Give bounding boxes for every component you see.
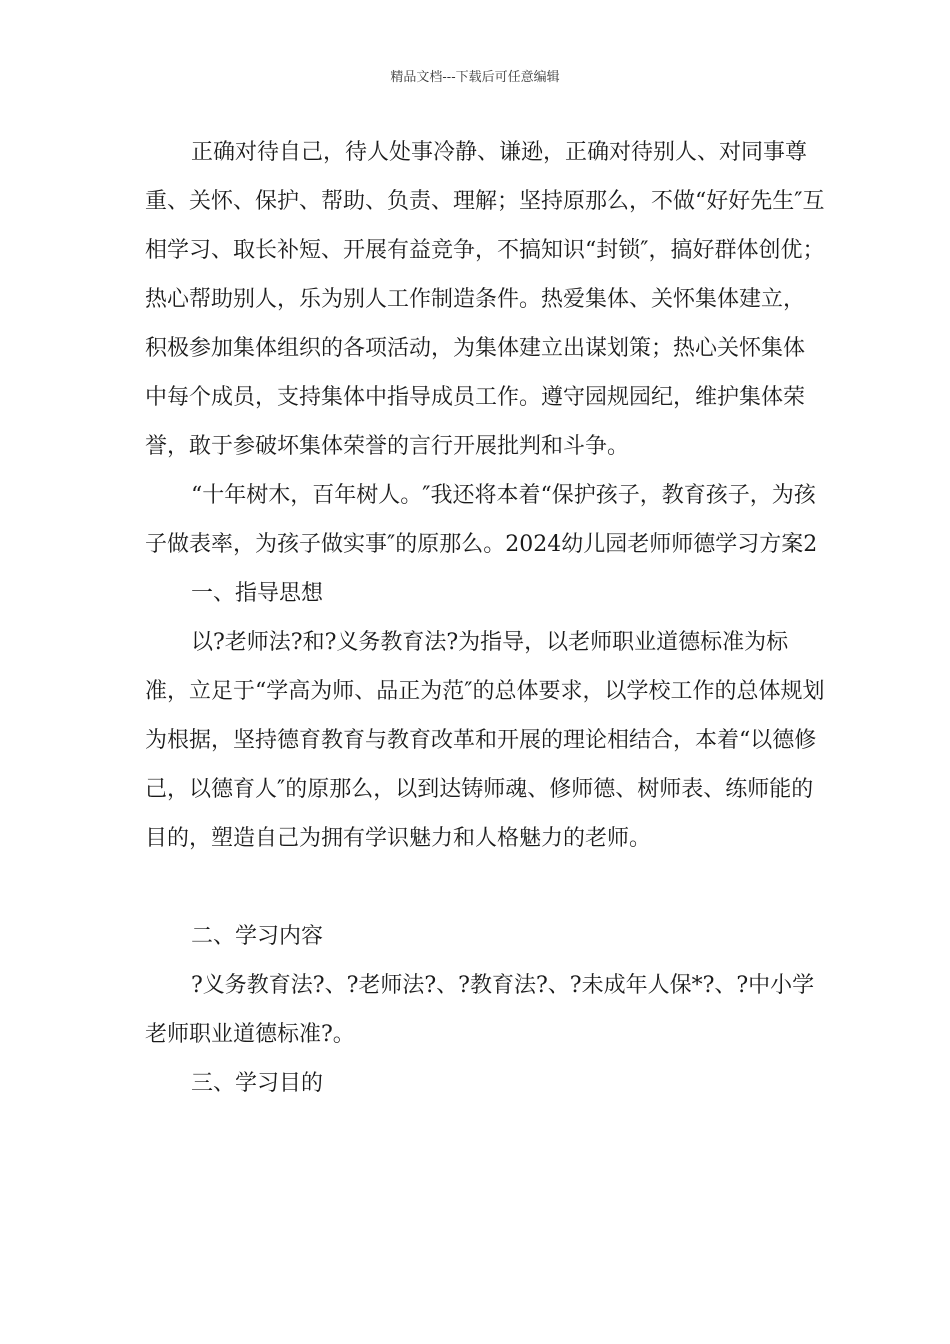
- paragraph-4: ?义务教育法?、?老师法?、?教育法?、?未成年人保*?、?中小学老师职业道德标准?。: [145, 973, 815, 1047]
- section-heading-2: 二、学习内容: [191, 924, 324, 949]
- paragraph-2: “十年树木，百年树人。″我还将本着“保护孩子，教育孩子，为孩子做表率，为孩子做实事″的原那么。2024幼儿园老师师德学习方案2: [145, 483, 818, 557]
- blank-line: [145, 863, 825, 912]
- document-body: [145, 128, 825, 1108]
- paragraph-1: 正确对待自己，待人处事冷静、谦逊，正确对待别人、对同事尊重、关怀、保护、帮助、负责、理解；坚持原那么，不做“好好先生″互相学习、取长补短、开展有益竞争，不搞知识“封锁″，搞好群体创优；热心帮助别人，乐为别人工作制造条件。热爱集体、关怀集体建立，积极参加集体组织的各项活动，为集体建立出谋划策；热心关怀集体中每个成员，支持集体中指导成员工作。遵守园规园纪，维护集体荣誉，敢于参破坏集体荣誉的言行开展批判和斗争。: [145, 140, 825, 459]
- paragraph-3: 以?老师法?和?义务教育法?为指导，以老师职业道德标准为标准，立足于“学高为师、品正为范″的总体要求，以学校工作的总体规划为根据，坚持德育教育与教育改革和开展的理论相结合，本着“以德修己，以德育人″的原那么，以到达铸师魂、修师德、树师表、练师能的目的，塑造自己为拥有学识魅力和人格魅力的老师。: [145, 630, 825, 851]
- page-header: 精品文档---下载后可任意编辑: [390, 70, 560, 85]
- section-heading-1: 一、指导思想: [191, 581, 324, 606]
- section-heading-3: 三、学习目的: [191, 1071, 324, 1096]
